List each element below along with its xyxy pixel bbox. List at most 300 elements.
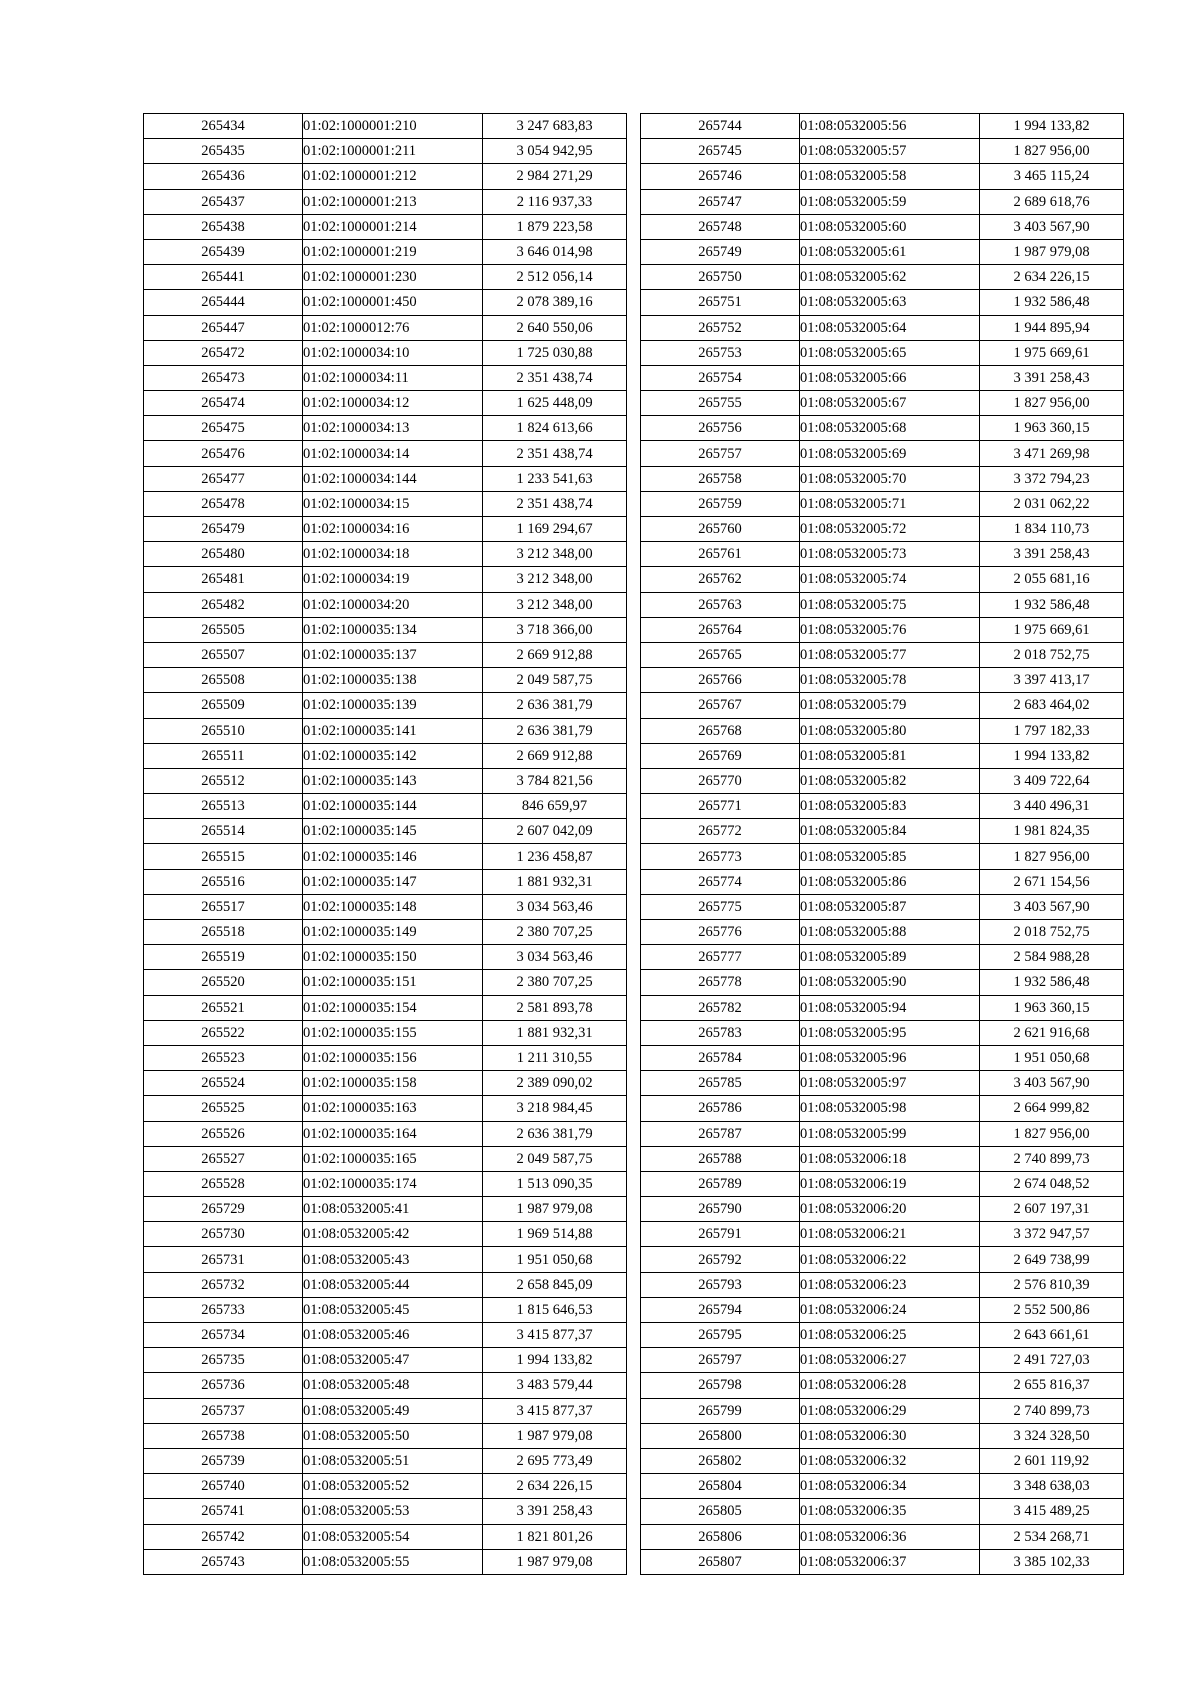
cadastral-number-cell: 01:02:1000001:230 xyxy=(303,265,483,290)
row-id-cell: 265788 xyxy=(641,1146,800,1171)
value-cell: 1 951 050,68 xyxy=(980,1045,1124,1070)
value-cell: 3 372 794,23 xyxy=(980,466,1124,491)
cadastral-number-cell: 01:08:0532005:98 xyxy=(800,1096,980,1121)
value-cell: 2 491 727,03 xyxy=(980,1348,1124,1373)
row-id-cell: 265512 xyxy=(144,768,303,793)
cadastral-number-cell: 01:02:1000035:134 xyxy=(303,617,483,642)
row-id-cell: 265738 xyxy=(144,1423,303,1448)
cadastral-number-cell: 01:08:0532006:35 xyxy=(800,1499,980,1524)
table-row xyxy=(641,290,1124,315)
value-cell: 2 351 438,74 xyxy=(483,491,627,516)
cadastral-number-cell: 01:02:1000035:154 xyxy=(303,995,483,1020)
value-cell: 2 049 587,75 xyxy=(483,1146,627,1171)
row-id-cell: 265789 xyxy=(641,1171,800,1196)
value-cell: 2 655 816,37 xyxy=(980,1373,1124,1398)
value-cell: 1 211 310,55 xyxy=(483,1045,627,1070)
value-cell: 2 351 438,74 xyxy=(483,365,627,390)
table-row xyxy=(641,391,1124,416)
row-id-cell: 265770 xyxy=(641,768,800,793)
cadastral-number-cell: 01:08:0532005:45 xyxy=(303,1297,483,1322)
table-row xyxy=(641,1297,1124,1322)
cadastral-number-cell: 01:08:0532005:42 xyxy=(303,1222,483,1247)
row-id-cell: 265508 xyxy=(144,668,303,693)
value-cell: 1 881 932,31 xyxy=(483,1020,627,1045)
table-row xyxy=(144,1222,627,1247)
row-id-cell: 265756 xyxy=(641,416,800,441)
cadastral-number-cell: 01:08:0532005:43 xyxy=(303,1247,483,1272)
table-row xyxy=(641,869,1124,894)
row-id-cell: 265773 xyxy=(641,844,800,869)
cadastral-number-cell: 01:08:0532005:73 xyxy=(800,542,980,567)
row-id-cell: 265521 xyxy=(144,995,303,1020)
cadastral-number-cell: 01:08:0532005:85 xyxy=(800,844,980,869)
value-cell: 2 116 937,33 xyxy=(483,189,627,214)
row-id-cell: 265749 xyxy=(641,239,800,264)
cadastral-number-cell: 01:08:0532005:90 xyxy=(800,970,980,995)
cadastral-number-cell: 01:02:1000035:138 xyxy=(303,668,483,693)
row-id-cell: 265742 xyxy=(144,1524,303,1549)
cadastral-number-cell: 01:02:1000034:16 xyxy=(303,517,483,542)
value-cell: 2 634 226,15 xyxy=(483,1474,627,1499)
row-id-cell: 265737 xyxy=(144,1398,303,1423)
table-row xyxy=(641,567,1124,592)
table-row xyxy=(641,894,1124,919)
cadastral-number-cell: 01:08:0532005:87 xyxy=(800,894,980,919)
value-cell: 2 584 988,28 xyxy=(980,945,1124,970)
row-id-cell: 265522 xyxy=(144,1020,303,1045)
table-row xyxy=(641,768,1124,793)
cadastral-number-cell: 01:08:0532005:66 xyxy=(800,365,980,390)
cadastral-number-cell: 01:02:1000035:149 xyxy=(303,920,483,945)
row-id-cell: 265753 xyxy=(641,340,800,365)
cadastral-number-cell: 01:08:0532006:20 xyxy=(800,1197,980,1222)
row-id-cell: 265775 xyxy=(641,894,800,919)
table-row xyxy=(641,1247,1124,1272)
value-cell: 1 944 895,94 xyxy=(980,315,1124,340)
value-cell: 1 932 586,48 xyxy=(980,290,1124,315)
row-id-cell: 265436 xyxy=(144,164,303,189)
value-cell: 1 987 979,08 xyxy=(483,1197,627,1222)
cadastral-number-cell: 01:08:0532005:69 xyxy=(800,441,980,466)
table-row xyxy=(144,920,627,945)
row-id-cell: 265783 xyxy=(641,1020,800,1045)
row-id-cell: 265797 xyxy=(641,1348,800,1373)
row-id-cell: 265776 xyxy=(641,920,800,945)
value-cell: 1 981 824,35 xyxy=(980,819,1124,844)
table-row xyxy=(144,1045,627,1070)
row-id-cell: 265782 xyxy=(641,995,800,1020)
table-row xyxy=(641,1096,1124,1121)
value-cell: 1 994 133,82 xyxy=(980,114,1124,139)
cadastral-number-cell: 01:08:0532005:47 xyxy=(303,1348,483,1373)
row-id-cell: 265474 xyxy=(144,391,303,416)
table-row xyxy=(144,517,627,542)
cadastral-number-cell: 01:08:0532005:59 xyxy=(800,189,980,214)
row-id-cell: 265477 xyxy=(144,466,303,491)
table-row xyxy=(641,139,1124,164)
table-row xyxy=(144,642,627,667)
row-id-cell: 265785 xyxy=(641,1071,800,1096)
cadastral-number-cell: 01:08:0532005:97 xyxy=(800,1071,980,1096)
table-row xyxy=(144,844,627,869)
cadastral-number-cell: 01:08:0532005:62 xyxy=(800,265,980,290)
table-row xyxy=(641,114,1124,139)
table-row xyxy=(144,1146,627,1171)
cadastral-number-cell: 01:08:0532005:82 xyxy=(800,768,980,793)
value-cell: 1 824 613,66 xyxy=(483,416,627,441)
value-cell: 2 664 999,82 xyxy=(980,1096,1124,1121)
cadastral-number-cell: 01:02:1000035:163 xyxy=(303,1096,483,1121)
table-row xyxy=(144,1071,627,1096)
table-row xyxy=(144,1247,627,1272)
row-id-cell: 265520 xyxy=(144,970,303,995)
table-row xyxy=(641,466,1124,491)
cadastral-number-cell: 01:08:0532005:71 xyxy=(800,491,980,516)
row-id-cell: 265514 xyxy=(144,819,303,844)
table-row xyxy=(144,441,627,466)
table-row xyxy=(144,1272,627,1297)
value-cell: 1 815 646,53 xyxy=(483,1297,627,1322)
cadastral-number-cell: 01:08:0532006:28 xyxy=(800,1373,980,1398)
cadastral-number-cell: 01:08:0532006:30 xyxy=(800,1423,980,1448)
cadastral-number-cell: 01:02:1000001:213 xyxy=(303,189,483,214)
value-cell: 3 403 567,90 xyxy=(980,894,1124,919)
row-id-cell: 265746 xyxy=(641,164,800,189)
row-id-cell: 265473 xyxy=(144,365,303,390)
row-id-cell: 265772 xyxy=(641,819,800,844)
table-row xyxy=(641,1549,1124,1574)
table-row xyxy=(144,894,627,919)
cadastral-number-cell: 01:02:1000035:145 xyxy=(303,819,483,844)
value-cell: 2 389 090,02 xyxy=(483,1071,627,1096)
row-id-cell: 265475 xyxy=(144,416,303,441)
table-row xyxy=(641,995,1124,1020)
row-id-cell: 265519 xyxy=(144,945,303,970)
row-id-cell: 265740 xyxy=(144,1474,303,1499)
table-row xyxy=(641,617,1124,642)
row-id-cell: 265515 xyxy=(144,844,303,869)
value-cell: 3 483 579,44 xyxy=(483,1373,627,1398)
cadastral-number-cell: 01:08:0532005:96 xyxy=(800,1045,980,1070)
table-row xyxy=(641,1323,1124,1348)
cadastral-number-cell: 01:02:1000001:211 xyxy=(303,139,483,164)
value-cell: 3 415 877,37 xyxy=(483,1398,627,1423)
right-table xyxy=(640,113,1124,1575)
row-id-cell: 265732 xyxy=(144,1272,303,1297)
table-row xyxy=(144,1197,627,1222)
value-cell: 2 601 119,92 xyxy=(980,1448,1124,1473)
cadastral-number-cell: 01:08:0532006:22 xyxy=(800,1247,980,1272)
row-id-cell: 265507 xyxy=(144,642,303,667)
value-cell: 3 471 269,98 xyxy=(980,441,1124,466)
value-cell: 1 821 801,26 xyxy=(483,1524,627,1549)
table-row xyxy=(641,416,1124,441)
row-id-cell: 265759 xyxy=(641,491,800,516)
cadastral-number-cell: 01:08:0532005:46 xyxy=(303,1323,483,1348)
row-id-cell: 265741 xyxy=(144,1499,303,1524)
value-cell: 3 391 258,43 xyxy=(980,542,1124,567)
table-row xyxy=(144,592,627,617)
table-row xyxy=(144,1348,627,1373)
table-row xyxy=(641,491,1124,516)
value-cell: 1 236 458,87 xyxy=(483,844,627,869)
table-row xyxy=(144,1020,627,1045)
value-cell: 2 740 899,73 xyxy=(980,1398,1124,1423)
table-row xyxy=(641,970,1124,995)
cadastral-number-cell: 01:02:1000034:144 xyxy=(303,466,483,491)
cadastral-number-cell: 01:02:1000034:14 xyxy=(303,441,483,466)
value-cell: 3 415 877,37 xyxy=(483,1323,627,1348)
value-cell: 3 212 348,00 xyxy=(483,592,627,617)
table-row xyxy=(144,970,627,995)
table-row xyxy=(641,718,1124,743)
right-table-body xyxy=(641,114,1124,1575)
row-id-cell: 265479 xyxy=(144,517,303,542)
value-cell: 2 634 226,15 xyxy=(980,265,1124,290)
value-cell: 1 797 182,33 xyxy=(980,718,1124,743)
row-id-cell: 265476 xyxy=(144,441,303,466)
table-row xyxy=(641,1121,1124,1146)
cadastral-number-cell: 01:08:0532005:83 xyxy=(800,794,980,819)
cadastral-number-cell: 01:02:1000035:148 xyxy=(303,894,483,919)
row-id-cell: 265438 xyxy=(144,214,303,239)
row-id-cell: 265800 xyxy=(641,1423,800,1448)
value-cell: 3 324 328,50 xyxy=(980,1423,1124,1448)
table-row xyxy=(641,794,1124,819)
row-id-cell: 265441 xyxy=(144,265,303,290)
table-row xyxy=(641,1222,1124,1247)
cadastral-number-cell: 01:02:1000035:150 xyxy=(303,945,483,970)
table-row xyxy=(641,340,1124,365)
row-id-cell: 265509 xyxy=(144,693,303,718)
value-cell: 3 784 821,56 xyxy=(483,768,627,793)
value-cell: 1 513 090,35 xyxy=(483,1171,627,1196)
cadastral-number-cell: 01:08:0532005:58 xyxy=(800,164,980,189)
cadastral-number-cell: 01:08:0532005:86 xyxy=(800,869,980,894)
cadastral-number-cell: 01:08:0532005:41 xyxy=(303,1197,483,1222)
left-table xyxy=(143,113,627,1575)
row-id-cell: 265766 xyxy=(641,668,800,693)
row-id-cell: 265751 xyxy=(641,290,800,315)
row-id-cell: 265794 xyxy=(641,1297,800,1322)
cadastral-number-cell: 01:02:1000035:139 xyxy=(303,693,483,718)
value-cell: 2 351 438,74 xyxy=(483,441,627,466)
cadastral-number-cell: 01:08:0532005:81 xyxy=(800,743,980,768)
cadastral-number-cell: 01:08:0532005:95 xyxy=(800,1020,980,1045)
table-row xyxy=(144,391,627,416)
table-row xyxy=(144,139,627,164)
table-row xyxy=(641,542,1124,567)
value-cell: 2 649 738,99 xyxy=(980,1247,1124,1272)
table-row xyxy=(641,844,1124,869)
value-cell: 2 689 618,76 xyxy=(980,189,1124,214)
value-cell: 846 659,97 xyxy=(483,794,627,819)
cadastral-number-cell: 01:08:0532005:44 xyxy=(303,1272,483,1297)
row-id-cell: 265795 xyxy=(641,1323,800,1348)
cadastral-number-cell: 01:08:0532005:51 xyxy=(303,1448,483,1473)
value-cell: 2 695 773,49 xyxy=(483,1448,627,1473)
table-row xyxy=(144,265,627,290)
value-cell: 3 397 413,17 xyxy=(980,668,1124,693)
left-table-body xyxy=(144,114,627,1575)
table-row xyxy=(641,189,1124,214)
value-cell: 1 963 360,15 xyxy=(980,995,1124,1020)
table-row xyxy=(144,743,627,768)
value-cell: 1 169 294,67 xyxy=(483,517,627,542)
value-cell: 3 212 348,00 xyxy=(483,542,627,567)
cadastral-number-cell: 01:08:0532005:74 xyxy=(800,567,980,592)
value-cell: 2 576 810,39 xyxy=(980,1272,1124,1297)
table-row xyxy=(144,1096,627,1121)
value-cell: 1 725 030,88 xyxy=(483,340,627,365)
cadastral-number-cell: 01:08:0532005:65 xyxy=(800,340,980,365)
row-id-cell: 265784 xyxy=(641,1045,800,1070)
row-id-cell: 265730 xyxy=(144,1222,303,1247)
value-cell: 3 034 563,46 xyxy=(483,894,627,919)
table-row xyxy=(144,1373,627,1398)
cadastral-number-cell: 01:02:1000035:144 xyxy=(303,794,483,819)
row-id-cell: 265435 xyxy=(144,139,303,164)
cadastral-number-cell: 01:08:0532005:84 xyxy=(800,819,980,844)
value-cell: 3 409 722,64 xyxy=(980,768,1124,793)
row-id-cell: 265505 xyxy=(144,617,303,642)
row-id-cell: 265754 xyxy=(641,365,800,390)
row-id-cell: 265525 xyxy=(144,1096,303,1121)
cadastral-number-cell: 01:08:0532005:79 xyxy=(800,693,980,718)
table-row xyxy=(144,416,627,441)
table-row xyxy=(144,1524,627,1549)
row-id-cell: 265805 xyxy=(641,1499,800,1524)
row-id-cell: 265511 xyxy=(144,743,303,768)
row-id-cell: 265527 xyxy=(144,1146,303,1171)
row-id-cell: 265786 xyxy=(641,1096,800,1121)
cadastral-number-cell: 01:02:1000035:137 xyxy=(303,642,483,667)
row-id-cell: 265434 xyxy=(144,114,303,139)
row-id-cell: 265806 xyxy=(641,1524,800,1549)
row-id-cell: 265735 xyxy=(144,1348,303,1373)
value-cell: 2 380 707,25 xyxy=(483,970,627,995)
cadastral-number-cell: 01:08:0532005:49 xyxy=(303,1398,483,1423)
cadastral-number-cell: 01:02:1000035:174 xyxy=(303,1171,483,1196)
cadastral-number-cell: 01:02:1000034:10 xyxy=(303,340,483,365)
cadastral-number-cell: 01:02:1000035:165 xyxy=(303,1146,483,1171)
value-cell: 1 233 541,63 xyxy=(483,466,627,491)
row-id-cell: 265804 xyxy=(641,1474,800,1499)
table-row xyxy=(641,265,1124,290)
cadastral-number-cell: 01:08:0532006:21 xyxy=(800,1222,980,1247)
cadastral-number-cell: 01:08:0532005:99 xyxy=(800,1121,980,1146)
row-id-cell: 265750 xyxy=(641,265,800,290)
value-cell: 3 415 489,25 xyxy=(980,1499,1124,1524)
row-id-cell: 265768 xyxy=(641,718,800,743)
value-cell: 3 465 115,24 xyxy=(980,164,1124,189)
cadastral-number-cell: 01:02:1000034:13 xyxy=(303,416,483,441)
table-row xyxy=(641,642,1124,667)
row-id-cell: 265774 xyxy=(641,869,800,894)
row-id-cell: 265472 xyxy=(144,340,303,365)
row-id-cell: 265798 xyxy=(641,1373,800,1398)
row-id-cell: 265787 xyxy=(641,1121,800,1146)
value-cell: 2 621 916,68 xyxy=(980,1020,1124,1045)
cadastral-number-cell: 01:08:0532006:37 xyxy=(800,1549,980,1574)
table-row xyxy=(641,1524,1124,1549)
value-cell: 3 718 366,00 xyxy=(483,617,627,642)
table-row xyxy=(641,517,1124,542)
cadastral-number-cell: 01:08:0532005:54 xyxy=(303,1524,483,1549)
table-row xyxy=(144,869,627,894)
table-row xyxy=(144,768,627,793)
cadastral-number-cell: 01:08:0532006:19 xyxy=(800,1171,980,1196)
row-id-cell: 265739 xyxy=(144,1448,303,1473)
value-cell: 2 607 042,09 xyxy=(483,819,627,844)
cadastral-number-cell: 01:08:0532005:94 xyxy=(800,995,980,1020)
value-cell: 2 049 587,75 xyxy=(483,668,627,693)
table-row xyxy=(144,315,627,340)
cadastral-number-cell: 01:08:0532005:53 xyxy=(303,1499,483,1524)
row-id-cell: 265517 xyxy=(144,894,303,919)
row-id-cell: 265516 xyxy=(144,869,303,894)
value-cell: 2 643 661,61 xyxy=(980,1323,1124,1348)
table-row xyxy=(641,1272,1124,1297)
row-id-cell: 265771 xyxy=(641,794,800,819)
row-id-cell: 265793 xyxy=(641,1272,800,1297)
row-id-cell: 265752 xyxy=(641,315,800,340)
value-cell: 1 827 956,00 xyxy=(980,391,1124,416)
table-row xyxy=(641,239,1124,264)
value-cell: 2 607 197,31 xyxy=(980,1197,1124,1222)
table-row xyxy=(641,1171,1124,1196)
table-row xyxy=(641,214,1124,239)
value-cell: 3 054 942,95 xyxy=(483,139,627,164)
row-id-cell: 265437 xyxy=(144,189,303,214)
value-cell: 1 975 669,61 xyxy=(980,340,1124,365)
table-row xyxy=(144,1549,627,1574)
value-cell: 2 674 048,52 xyxy=(980,1171,1124,1196)
value-cell: 1 932 586,48 xyxy=(980,592,1124,617)
table-row xyxy=(144,819,627,844)
cadastral-number-cell: 01:08:0532005:55 xyxy=(303,1549,483,1574)
value-cell: 2 669 912,88 xyxy=(483,642,627,667)
cadastral-number-cell: 01:02:1000034:12 xyxy=(303,391,483,416)
table-row xyxy=(641,1499,1124,1524)
value-cell: 3 034 563,46 xyxy=(483,945,627,970)
table-row xyxy=(641,1373,1124,1398)
cadastral-number-cell: 01:02:1000034:20 xyxy=(303,592,483,617)
value-cell: 3 385 102,33 xyxy=(980,1549,1124,1574)
cadastral-number-cell: 01:08:0532006:25 xyxy=(800,1323,980,1348)
table-row xyxy=(641,1474,1124,1499)
table-row xyxy=(641,441,1124,466)
table-row xyxy=(641,668,1124,693)
row-id-cell: 265481 xyxy=(144,567,303,592)
cadastral-number-cell: 01:08:0532005:60 xyxy=(800,214,980,239)
value-cell: 3 372 947,57 xyxy=(980,1222,1124,1247)
value-cell: 2 552 500,86 xyxy=(980,1297,1124,1322)
table-row xyxy=(641,693,1124,718)
table-row xyxy=(144,1398,627,1423)
cadastral-number-cell: 01:08:0532005:63 xyxy=(800,290,980,315)
value-cell: 2 031 062,22 xyxy=(980,491,1124,516)
value-cell: 1 994 133,82 xyxy=(483,1348,627,1373)
table-row xyxy=(641,1146,1124,1171)
table-row xyxy=(641,1197,1124,1222)
table-row xyxy=(144,945,627,970)
cadastral-number-cell: 01:08:0532005:89 xyxy=(800,945,980,970)
row-id-cell: 265478 xyxy=(144,491,303,516)
value-cell: 2 658 845,09 xyxy=(483,1272,627,1297)
value-cell: 2 018 752,75 xyxy=(980,642,1124,667)
row-id-cell: 265769 xyxy=(641,743,800,768)
